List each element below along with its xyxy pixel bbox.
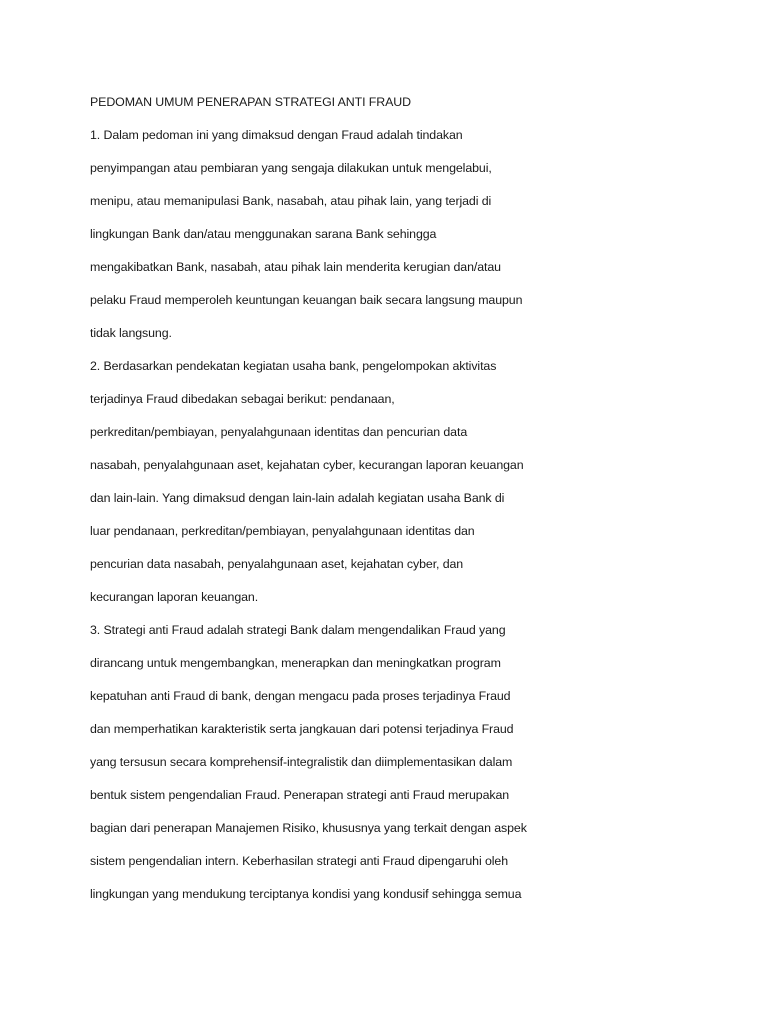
body-line: dan lain-lain. Yang dimaksud dengan lain-lain adalah kegiatan usaha Bank di bbox=[90, 491, 505, 505]
body-line: nasabah, penyalahgunaan aset, kejahatan cyber, kecurangan laporan keuangan bbox=[90, 458, 524, 472]
body-line: terjadinya Fraud dibedakan sebagai berikut: pendanaan, bbox=[90, 392, 395, 406]
body-line: pencurian data nasabah, penyalahgunaan aset, kejahatan cyber, dan bbox=[90, 557, 464, 571]
document-body bbox=[90, 92, 560, 917]
body-line: perkreditan/pembiayan, penyalahgunaan identitas dan pencurian data bbox=[90, 425, 468, 439]
body-line: menipu, atau memanipulasi Bank, nasabah, atau pihak lain, yang terjadi di bbox=[90, 194, 492, 208]
body-line: lingkungan Bank dan/atau menggunakan sarana Bank sehingga bbox=[90, 227, 437, 241]
body-line: 1. Dalam pedoman ini yang dimaksud dengan Fraud adalah tindakan bbox=[90, 128, 463, 142]
body-line: kecurangan laporan keuangan. bbox=[90, 590, 259, 604]
body-line: tidak langsung. bbox=[90, 326, 172, 340]
body-line: dirancang untuk mengembangkan, menerapkan dan meningkatkan program bbox=[90, 656, 501, 670]
body-line: dan memperhatikan karakteristik serta jangkauan dari potensi terjadinya Fraud bbox=[90, 722, 514, 736]
body-line: mengakibatkan Bank, nasabah, atau pihak lain menderita kerugian dan/atau bbox=[90, 260, 501, 274]
body-line: 2. Berdasarkan pendekatan kegiatan usaha bank, pengelompokan aktivitas bbox=[90, 359, 497, 373]
body-line: yang tersusun secara komprehensif-integralistik dan diimplementasikan dalam bbox=[90, 755, 513, 769]
body-line: bentuk sistem pengendalian Fraud. Penerapan strategi anti Fraud merupakan bbox=[90, 788, 510, 802]
body-line: luar pendanaan, perkreditan/pembiayan, penyalahgunaan identitas dan bbox=[90, 524, 475, 538]
body-line: lingkungan yang mendukung terciptanya kondisi yang kondusif sehingga semua bbox=[90, 887, 522, 901]
body-line: pelaku Fraud memperoleh keuntungan keuangan baik secara langsung maupun bbox=[90, 293, 523, 307]
body-line: kepatuhan anti Fraud di bank, dengan mengacu pada proses terjadinya Fraud bbox=[90, 689, 511, 703]
document-title: PEDOMAN UMUM PENERAPAN STRATEGI ANTI FRAUD bbox=[90, 95, 411, 109]
body-line: penyimpangan atau pembiaran yang sengaja dilakukan untuk mengelabui, bbox=[90, 161, 492, 175]
body-line: bagian dari penerapan Manajemen Risiko, khususnya yang terkait dengan aspek bbox=[90, 821, 527, 835]
body-line: 3. Strategi anti Fraud adalah strategi Bank dalam mengendalikan Fraud yang bbox=[90, 623, 506, 637]
body-line: sistem pengendalian intern. Keberhasilan strategi anti Fraud dipengaruhi oleh bbox=[90, 854, 508, 868]
